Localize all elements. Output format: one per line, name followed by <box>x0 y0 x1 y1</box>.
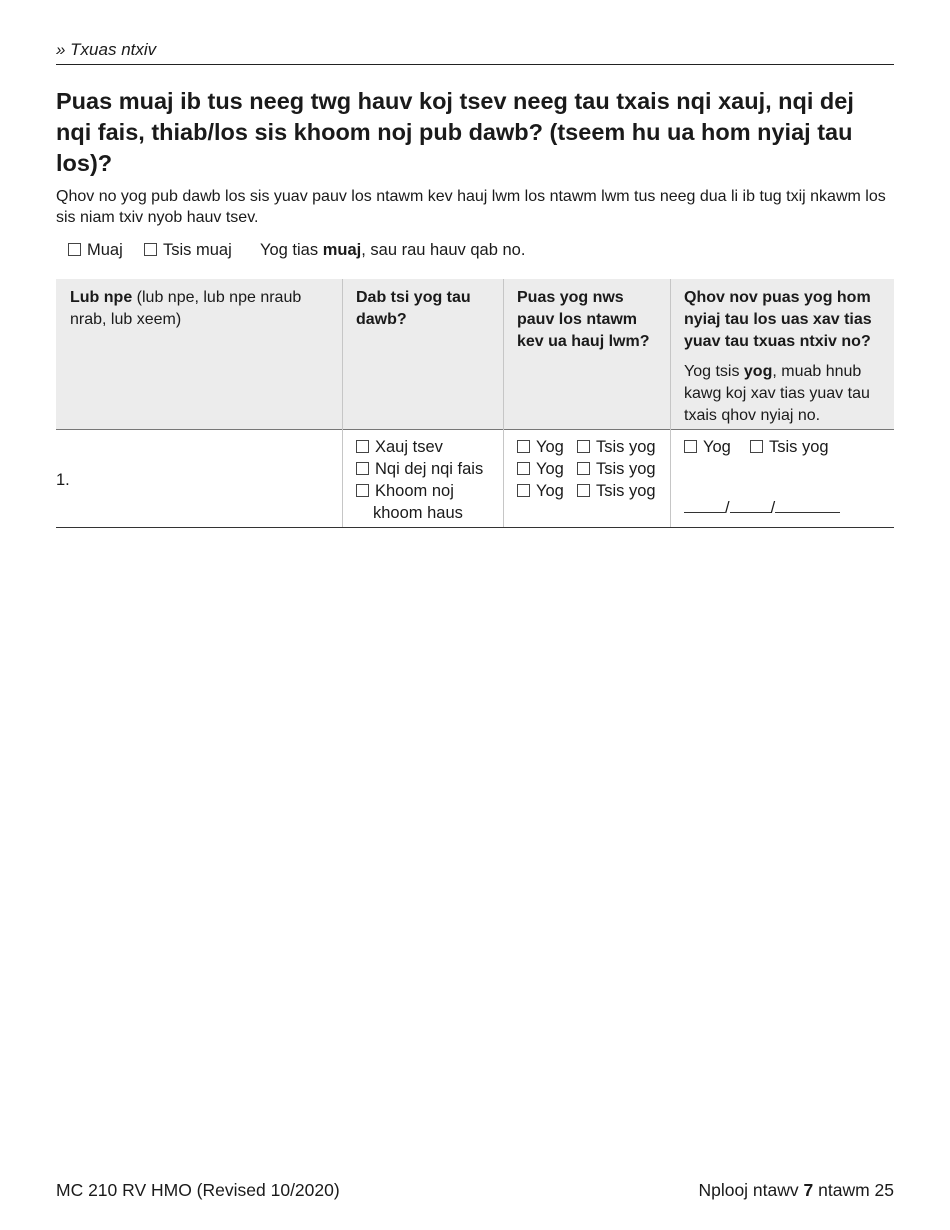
income-table <box>56 279 894 528</box>
question-explanation: Qhov no yog pub dawb los sis yuav pauv los ntawm kev hauj lwm los ntawm lwm tus neeg dua li ib tug txij nkawm los sis niam txiv nyob hauv tsev. <box>56 188 886 226</box>
rent-exchange-no-label: Tsis yog <box>596 438 656 456</box>
food-exchange-no[interactable] <box>577 480 656 502</box>
answer-instruction-bold: muaj <box>322 241 362 259</box>
utilities-exchange-no-label: Tsis yog <box>596 460 656 478</box>
header-name-bold: Lub npe <box>70 289 133 306</box>
page-indicator <box>698 1180 894 1201</box>
rent-checkbox[interactable] <box>356 440 369 453</box>
free-item-utilities[interactable] <box>356 458 483 480</box>
expect-note-bold: yog <box>743 363 773 380</box>
end-date-day[interactable] <box>730 498 771 513</box>
page-total: 25 <box>874 1180 894 1200</box>
food-exchange-yes-checkbox[interactable] <box>517 484 530 497</box>
end-date-month[interactable] <box>684 498 725 513</box>
utilities-exchange-yes-label: Yog <box>536 460 564 478</box>
continue-yes[interactable] <box>684 436 731 458</box>
continue-yes-checkbox[interactable] <box>684 440 697 453</box>
header-what-free-label: Dab tsi yog tau dawb? <box>356 289 471 328</box>
no-option[interactable] <box>144 240 232 260</box>
continue-yes-label: Yog <box>703 438 731 456</box>
free-item-food[interactable] <box>356 480 454 502</box>
header-exchange-label: Puas yog nws pauv los ntawm kev ua hauj lwm? <box>517 289 650 350</box>
answer-instruction-prefix: Yog tias <box>260 241 323 259</box>
food-label: Khoom noj <box>375 482 454 500</box>
header-expect-note <box>684 361 892 427</box>
date-separator: / <box>725 499 730 517</box>
column-divider <box>503 279 504 527</box>
food-exchange-yes-label: Yog <box>536 482 564 500</box>
expect-note-suffix: , muab hnub kawg koj xav tias yuav tau txais qhov nyiaj no. <box>684 363 870 424</box>
utilities-checkbox[interactable] <box>356 462 369 475</box>
food-exchange-yes[interactable] <box>517 480 564 502</box>
food-exchange-no-checkbox[interactable] <box>577 484 590 497</box>
utilities-exchange-no[interactable] <box>577 458 656 480</box>
continued-label: » Txuas ntxiv <box>56 40 894 65</box>
utilities-label: Nqi dej nqi fais <box>375 460 484 478</box>
page-prefix: Nplooj ntawv <box>698 1180 804 1200</box>
header-expect-label: Qhov nov puas yog hom nyiaj tau los uas xav tias yuav tau txuas ntxiv no? <box>684 289 872 350</box>
free-item-rent[interactable] <box>356 436 443 458</box>
utilities-exchange-no-checkbox[interactable] <box>577 462 590 475</box>
header-expect <box>684 287 892 427</box>
expect-note-prefix: Yog tsis <box>684 363 744 380</box>
row-number: 1. <box>56 471 70 489</box>
rent-exchange-yes[interactable] <box>517 436 564 458</box>
food-label-continued: khoom haus <box>373 504 463 522</box>
header-exchange <box>517 287 665 353</box>
answer-instruction-suffix: , sau rau hauv qab no. <box>361 241 526 259</box>
page-number: 7 <box>803 1180 814 1200</box>
no-checkbox[interactable] <box>144 243 157 256</box>
answer-instruction <box>260 240 525 260</box>
end-date-year[interactable] <box>775 498 840 513</box>
yes-checkbox[interactable] <box>68 243 81 256</box>
continue-no[interactable] <box>750 436 829 458</box>
rent-exchange-no[interactable] <box>577 436 656 458</box>
page-middle: ntawm <box>813 1180 875 1200</box>
food-exchange-no-label: Tsis yog <box>596 482 656 500</box>
continue-no-label: Tsis yog <box>769 438 829 456</box>
form-id: MC 210 RV HMO (Revised 10/2020) <box>56 1180 340 1200</box>
continue-no-checkbox[interactable] <box>750 440 763 453</box>
rent-exchange-no-checkbox[interactable] <box>577 440 590 453</box>
row-divider <box>56 527 894 528</box>
question-heading: Puas muaj ib tus neeg twg hauv koj tsev neeg tau txais nqi xauj, nqi dej nqi fais, thiab/los sis khoom noj pub dawb? (tseem hu ua hom nyiaj tau los)? <box>56 88 854 176</box>
end-date-field[interactable] <box>684 497 840 519</box>
column-divider <box>670 279 671 527</box>
food-checkbox[interactable] <box>356 484 369 497</box>
rent-exchange-yes-label: Yog <box>536 438 564 456</box>
header-what-free <box>356 287 496 331</box>
no-option-label: Tsis muaj <box>163 241 232 259</box>
utilities-exchange-yes[interactable] <box>517 458 564 480</box>
yes-option-label: Muaj <box>87 241 123 259</box>
yes-option[interactable] <box>68 240 123 260</box>
header-name <box>70 287 334 331</box>
column-divider <box>342 279 343 527</box>
rent-exchange-yes-checkbox[interactable] <box>517 440 530 453</box>
utilities-exchange-yes-checkbox[interactable] <box>517 462 530 475</box>
date-separator: / <box>770 499 776 517</box>
rent-label: Xauj tsev <box>375 438 443 456</box>
header-name-rest: (lub npe, lub npe nraub nrab, lub xeem) <box>70 289 302 328</box>
